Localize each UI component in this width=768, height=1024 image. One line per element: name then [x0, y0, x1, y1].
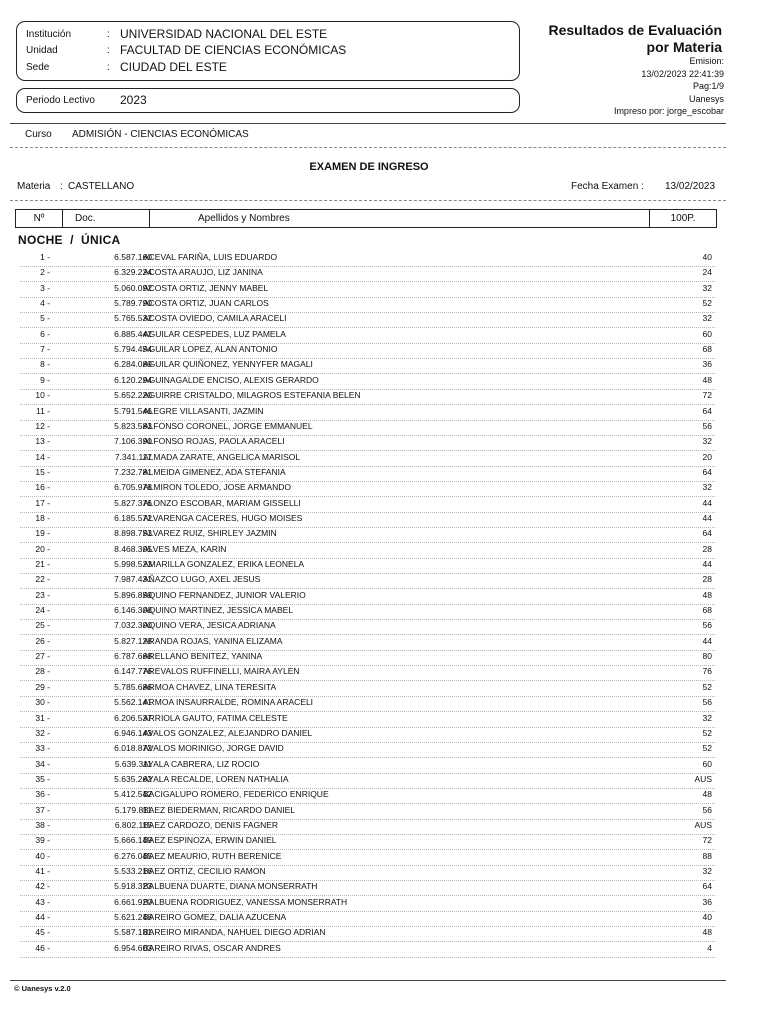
materia-label: Materia — [17, 181, 51, 192]
row-score: 48 — [702, 374, 712, 385]
row-score: 56 — [702, 697, 712, 708]
row-document: 7.106.390 — [114, 436, 152, 447]
row-document: 6.802.115 — [114, 819, 152, 830]
header-name: Apellidos y Nombres — [150, 210, 650, 228]
table-row — [20, 312, 715, 328]
row-document: 6.206.537 — [114, 712, 152, 723]
emision-value: 13/02/2023 22:41:39 — [641, 68, 724, 79]
row-score: 32 — [702, 712, 712, 723]
table-row — [20, 297, 715, 313]
row-number: 14 - — [35, 451, 50, 462]
row-name: ALEGRE VILLASANTI, JAZMIN — [143, 405, 264, 416]
table-row — [20, 758, 715, 774]
row-name: AVALOS GONZALEZ, ALEJANDRO DANIEL — [143, 727, 313, 738]
row-score: 32 — [702, 436, 712, 447]
institucion-label: Institución — [26, 29, 72, 40]
system-name: Uanesys — [688, 93, 724, 104]
row-score: AUS — [694, 773, 712, 784]
row-name: AGUINAGALDE ENCISO, ALEXIS GERARDO — [143, 374, 319, 385]
materia-value: CASTELLANO — [68, 181, 135, 192]
row-number: 15 - — [35, 466, 50, 477]
row-number: 2 - — [40, 267, 50, 278]
row-name: BAEZ BIEDERMAN, RICARDO DANIEL — [143, 804, 296, 815]
sede-label: Sede — [26, 62, 50, 73]
row-name: ALFONSO CORONEL, JORGE EMMANUEL — [143, 420, 313, 431]
row-score: 60 — [702, 328, 712, 339]
row-name: ARMOA CHAVEZ, LINA TERESITA — [143, 681, 277, 692]
row-name: ACOSTA OVIEDO, CAMILA ARACELI — [143, 313, 287, 324]
report-title-line2: por Materia — [646, 39, 722, 55]
row-score: 44 — [702, 635, 712, 646]
row-number: 28 - — [35, 666, 50, 677]
row-score: 68 — [702, 344, 712, 355]
row-document: 5.412.542 — [114, 789, 152, 800]
row-number: 22 - — [35, 574, 50, 585]
row-document: 6.276.045 — [114, 850, 152, 861]
row-number: 31 - — [35, 712, 50, 723]
row-name: ACOSTA ORTIZ, JUAN CARLOS — [143, 298, 269, 309]
row-document: 8.898.753 — [114, 528, 152, 539]
row-score: 52 — [702, 743, 712, 754]
row-name: ACOSTA ORTIZ, JENNY MABEL — [143, 282, 269, 293]
table-row — [20, 343, 715, 359]
row-number: 1 - — [40, 252, 50, 262]
row-score: 36 — [702, 896, 712, 907]
fecha-examen-value: 13/02/2023 — [665, 181, 716, 192]
row-name: AÑAZCO LUGO, AXEL JESUS — [143, 574, 261, 585]
row-document: 5.562.141 — [114, 697, 152, 708]
row-name: ARMOA INSAURRALDE, ROMINA ARACELI — [143, 697, 314, 708]
row-document: 5.823.583 — [114, 420, 152, 431]
row-document: 6.661.920 — [114, 896, 152, 907]
table-row — [20, 497, 715, 513]
row-score: 80 — [702, 651, 712, 662]
table-row — [20, 650, 715, 666]
row-document: 6.018.872 — [114, 743, 152, 754]
row-document: 5.179.811 — [114, 804, 152, 815]
row-number: 16 - — [35, 482, 50, 493]
row-score: 88 — [702, 850, 712, 861]
row-name: AQUINO MARTINEZ, JESSICA MABEL — [143, 605, 294, 616]
row-score: 4 — [707, 942, 712, 953]
row-name: BAREIRO RIVAS, OSCAR ANDRES — [143, 942, 281, 953]
row-name: ALVAREZ RUIZ, SHIRLEY JAZMIN — [143, 528, 277, 539]
row-number: 6 - — [40, 328, 50, 339]
row-document: 6.185.572 — [114, 512, 152, 523]
row-score: 72 — [702, 390, 712, 401]
row-name: AYALA CABRERA, LIZ ROCIO — [143, 758, 260, 769]
dashed-divider — [10, 147, 726, 148]
impreso-por: Impreso por: jorge_escobar — [613, 106, 724, 116]
row-number: 29 - — [35, 681, 50, 692]
row-document: 6.946.143 — [114, 727, 152, 738]
row-name: AYALA RECALDE, LOREN NATHALIA — [143, 773, 289, 784]
table-row — [20, 481, 715, 497]
row-number: 9 - — [40, 374, 50, 385]
row-number: 11 - — [35, 405, 50, 416]
row-score: AUS — [694, 819, 712, 830]
row-document: 5.533.216 — [114, 866, 152, 876]
row-document: 6.284.089 — [114, 359, 152, 370]
row-score: 52 — [702, 298, 712, 309]
row-number: 17 - — [35, 497, 50, 508]
emision-label: Emision: — [689, 56, 724, 66]
row-number: 45 - — [35, 927, 50, 938]
table-row — [20, 665, 715, 681]
table-row — [20, 466, 715, 482]
row-score: 40 — [702, 912, 712, 923]
row-number: 21 - — [35, 559, 50, 569]
table-row — [20, 282, 715, 298]
row-document: 5.827.376 — [114, 497, 152, 508]
periodo-label: Periodo Lectivo — [26, 95, 95, 106]
table-row — [20, 451, 715, 467]
table-row — [20, 266, 715, 282]
row-document: 7.987.431 — [114, 574, 152, 585]
row-document: 5.621.248 — [114, 912, 152, 923]
row-number: 38 - — [35, 819, 50, 830]
row-score: 40 — [702, 252, 712, 262]
row-document: 5.635.262 — [114, 773, 152, 784]
row-number: 32 - — [35, 727, 50, 738]
row-document: 5.918.323 — [114, 881, 152, 892]
table-row — [20, 681, 715, 697]
row-score: 44 — [702, 559, 712, 569]
row-number: 42 - — [35, 881, 50, 892]
row-score: 32 — [702, 866, 712, 876]
header-score: 100P. — [650, 210, 717, 228]
fecha-examen-label: Fecha Examen : — [571, 181, 644, 192]
table-row — [20, 696, 715, 712]
row-document: 7.032.300 — [114, 620, 152, 631]
row-name: BAREIRO MIRANDA, NAHUEL DIEGO ADRIAN — [143, 927, 326, 938]
row-document: 6.147.776 — [114, 666, 152, 677]
row-name: AVALOS MORINIGO, JORGE DAVID — [143, 743, 284, 754]
table-row — [20, 558, 715, 574]
row-score: 76 — [702, 666, 712, 677]
row-number: 23 - — [35, 589, 50, 600]
row-name: BALBUENA DUARTE, DIANA MONSERRATH — [143, 881, 318, 892]
row-name: AGUILAR QUIÑONEZ, YENNYFER MAGALI — [143, 359, 313, 370]
colon: : — [107, 45, 110, 56]
row-document: 7.341.117 — [114, 451, 152, 462]
row-document: 6.787.668 — [114, 651, 152, 662]
table-row — [20, 405, 715, 421]
header-doc: Doc. — [63, 210, 150, 228]
row-name: ALMADA ZARATE, ANGELICA MARISOL — [143, 451, 301, 462]
row-number: 7 - — [40, 344, 50, 355]
periodo-value: 2023 — [120, 93, 147, 107]
row-number: 36 - — [35, 789, 50, 800]
row-number: 25 - — [35, 620, 50, 631]
curso-label: Curso — [25, 129, 52, 140]
table-row — [20, 911, 715, 927]
row-number: 8 - — [40, 359, 50, 370]
table-row — [20, 543, 715, 559]
row-name: BAEZ ESPINOZA, ERWIN DANIEL — [143, 835, 277, 846]
row-number: 18 - — [35, 512, 50, 523]
row-score: 20 — [702, 451, 712, 462]
table-row — [20, 788, 715, 804]
row-document: 5.785.686 — [114, 681, 152, 692]
row-name: AGUILAR CESPEDES, LUZ PAMELA — [143, 328, 286, 339]
institucion-value: UNIVERSIDAD NACIONAL DEL ESTE — [120, 27, 328, 41]
row-name: AQUINO FERNANDEZ, JUNIOR VALERIO — [143, 589, 306, 600]
table-row — [20, 604, 715, 620]
row-score: 64 — [702, 528, 712, 539]
row-name: AMARILLA GONZALEZ, ERIKA LEONELA — [143, 559, 305, 569]
colon: : — [107, 29, 110, 40]
row-document: 5.639.311 — [114, 758, 152, 769]
row-document: 5.789.790 — [114, 298, 152, 309]
table-row — [20, 251, 715, 267]
table-row — [20, 635, 715, 651]
table-row — [20, 926, 715, 942]
row-document: 6.954.603 — [114, 942, 152, 953]
page-number: Pag:1/9 — [692, 81, 724, 91]
row-name: ARELLANO BENITEZ, YANINA — [143, 651, 263, 662]
row-document: 5.765.532 — [114, 313, 152, 324]
row-name: ALVES MEZA, KARIN — [143, 543, 227, 554]
row-score: 48 — [702, 927, 712, 938]
row-score: 28 — [702, 574, 712, 585]
row-number: 27 - — [35, 651, 50, 662]
row-name: BALBUENA RODRIGUEZ, VANESSA MONSERRATH — [143, 896, 348, 907]
row-score: 68 — [702, 605, 712, 616]
row-score: 64 — [702, 405, 712, 416]
row-number: 43 - — [35, 896, 50, 907]
row-name: BACIGALUPO ROMERO, FEDERICO ENRIQUE — [143, 789, 329, 800]
table-row — [20, 328, 715, 344]
row-name: AQUINO VERA, JESICA ADRIANA — [143, 620, 276, 631]
row-number: 34 - — [35, 758, 50, 769]
dashed-divider — [10, 200, 726, 201]
colon: : — [107, 62, 110, 73]
exam-title: EXAMEN DE INGRESO — [309, 161, 429, 173]
table-row — [20, 896, 715, 912]
header-num: Nº — [16, 210, 63, 228]
row-score: 48 — [702, 789, 712, 800]
row-name: ALMEIDA GIMENEZ, ADA STEFANIA — [143, 466, 286, 477]
row-score: 72 — [702, 835, 712, 846]
row-number: 41 - — [35, 866, 50, 876]
row-name: BAREIRO GOMEZ, DALIA AZUCENA — [143, 912, 287, 923]
row-score: 64 — [702, 466, 712, 477]
report-meta — [614, 55, 724, 118]
table-row — [20, 819, 715, 835]
table-row — [20, 435, 715, 451]
row-document: 6.885.442 — [114, 328, 152, 339]
row-document: 5.587.181 — [114, 927, 152, 938]
table-row — [20, 527, 715, 543]
row-number: 13 - — [35, 436, 50, 447]
row-document: 5.652.220 — [114, 390, 152, 401]
row-document: 6.329.224 — [114, 267, 152, 278]
divider — [10, 123, 726, 124]
table-row — [20, 850, 715, 866]
row-name: ARANDA ROJAS, YANINA ELIZAMA — [143, 635, 283, 646]
table-row — [20, 880, 715, 896]
row-number: 3 - — [40, 282, 50, 293]
row-document: 6.146.308 — [114, 605, 152, 616]
table-row — [20, 942, 715, 958]
row-score: 56 — [702, 620, 712, 631]
row-score: 24 — [702, 267, 712, 278]
row-name: ALVARENGA CACERES, HUGO MOISES — [143, 512, 303, 523]
row-document: 5.794.454 — [114, 344, 152, 355]
row-name: AGUILAR LOPEZ, ALAN ANTONIO — [143, 344, 278, 355]
row-number: 20 - — [35, 543, 50, 554]
row-score: 28 — [702, 543, 712, 554]
table-row — [20, 374, 715, 390]
row-score: 52 — [702, 681, 712, 692]
row-number: 26 - — [35, 635, 50, 646]
row-document: 6.587.160 — [114, 252, 152, 262]
curso-value: ADMISIÓN - CIENCIAS ECONÓMICAS — [72, 129, 249, 140]
row-score: 56 — [702, 420, 712, 431]
table-row — [20, 512, 715, 528]
row-score: 44 — [702, 512, 712, 523]
row-name: BAEZ MEAURIO, RUTH BERENICE — [143, 850, 282, 861]
divider — [10, 980, 726, 981]
table-row — [20, 865, 715, 881]
row-score: 36 — [702, 359, 712, 370]
row-score: 32 — [702, 482, 712, 493]
row-name: BAEZ ORTIZ, CECILIO RAMON — [143, 866, 266, 876]
row-number: 4 - — [40, 298, 50, 309]
table-row — [20, 619, 715, 635]
table-header — [15, 209, 717, 228]
row-name: ALFONSO ROJAS, PAOLA ARACELI — [143, 436, 285, 447]
table-row — [20, 727, 715, 743]
row-name: ACEVAL FARIÑA, LUIS EDUARDO — [143, 252, 278, 262]
table-row — [20, 742, 715, 758]
report-title-line1: Resultados de Evaluación — [548, 22, 722, 38]
table-row — [20, 712, 715, 728]
row-name: ALONZO ESCOBAR, MARIAM GISSELLI — [143, 497, 301, 508]
table-row — [20, 834, 715, 850]
row-document: 5.666.149 — [114, 835, 152, 846]
footer-copyright: © Uanesys v.2.0 — [14, 984, 71, 993]
row-score: 52 — [702, 727, 712, 738]
row-number: 46 - — [35, 942, 50, 953]
row-document: 8.468.305 — [114, 543, 152, 554]
row-document: 5.998.523 — [114, 559, 152, 569]
row-name: ALMIRON TOLEDO, JOSE ARMANDO — [143, 482, 291, 493]
table-row — [20, 573, 715, 589]
row-score: 64 — [702, 881, 712, 892]
row-name: ACOSTA ARAUJO, LIZ JANINA — [143, 267, 263, 278]
row-number: 12 - — [35, 420, 50, 431]
row-score: 56 — [702, 804, 712, 815]
row-document: 6.120.294 — [114, 374, 152, 385]
row-score: 32 — [702, 282, 712, 293]
unidad-value: FACULTAD DE CIENCIAS ECONÓMICAS — [120, 43, 347, 57]
row-score: 32 — [702, 313, 712, 324]
row-score: 60 — [702, 758, 712, 769]
row-number: 5 - — [40, 313, 50, 324]
row-number: 37 - — [35, 804, 50, 815]
row-number: 35 - — [35, 773, 50, 784]
table-row — [20, 420, 715, 436]
table-row — [20, 804, 715, 820]
row-number: 24 - — [35, 605, 50, 616]
row-document: 7.232.781 — [114, 466, 152, 477]
table-row — [20, 773, 715, 789]
row-name: AREVALOS RUFFINELLI, MAIRA AYLEN — [143, 666, 300, 677]
row-number: 44 - — [35, 912, 50, 923]
unidad-label: Unidad — [26, 45, 58, 56]
row-document: 5.060.092 — [114, 282, 152, 293]
row-name: ARRIOLA GAUTO, FATIMA CELESTE — [143, 712, 288, 723]
row-name: AGUIRRE CRISTALDO, MILAGROS ESTEFANIA BELEN — [143, 390, 361, 401]
row-number: 30 - — [35, 697, 50, 708]
row-score: 44 — [702, 497, 712, 508]
row-name: BAEZ CARDOZO, DENIS FAGNER — [143, 819, 279, 830]
row-number: 19 - — [35, 528, 50, 539]
row-number: 33 - — [35, 743, 50, 754]
sede-value: CIUDAD DEL ESTE — [120, 60, 227, 74]
table-row — [20, 589, 715, 605]
group-label: NOCHE / ÚNICA — [18, 233, 121, 247]
row-document: 5.827.128 — [114, 635, 152, 646]
row-document: 5.791.546 — [114, 405, 152, 416]
row-number: 39 - — [35, 835, 50, 846]
row-number: 10 - — [35, 390, 50, 401]
table-row — [20, 358, 715, 374]
row-number: 40 - — [35, 850, 50, 861]
row-document: 6.705.978 — [114, 482, 152, 493]
colon: : — [60, 181, 63, 192]
row-document: 5.896.859 — [114, 589, 152, 600]
table-row — [20, 389, 715, 405]
row-score: 48 — [702, 589, 712, 600]
report-title — [549, 22, 723, 56]
